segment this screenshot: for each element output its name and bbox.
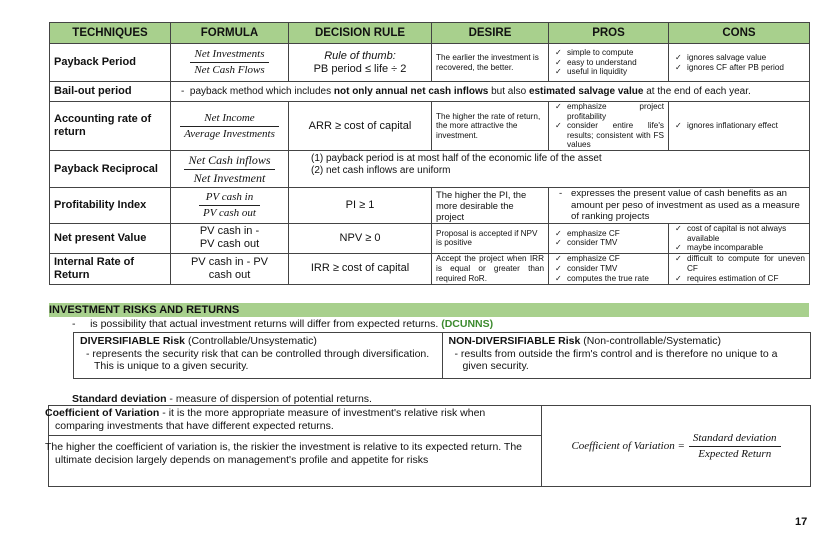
cons-cell: [669, 44, 810, 82]
pro-item: ✓ emphasize CF: [553, 254, 664, 264]
pros-cell: [549, 224, 669, 254]
reciprocal-conditions: [289, 151, 810, 188]
pi-note: - expresses the present value of cash benefits as an amount per peso of investment as used as a measure of ranking projects: [553, 188, 805, 223]
cv-text: - it is the more appropriate measure of investment's relative risk when comparing investments that have different expected returns.: [55, 407, 486, 432]
table-header-row: [50, 23, 810, 44]
col-header-pros: PROS: [549, 23, 669, 44]
non-diversifiable-paren: (Non-controllable/Systematic): [583, 335, 721, 347]
bailout-text-2: but also: [488, 85, 529, 97]
technique-name: Profitability Index: [50, 188, 171, 224]
bailout-text-3: at the end of each year.: [643, 85, 751, 97]
non-diversifiable-desc: results from outside the firm's control and is therefore no unique to a given security.: [460, 347, 778, 372]
diversifiable-desc: represents the security risk that can be controlled through diversification. This is unique to a given security.: [92, 347, 430, 372]
pros-cell: [549, 44, 669, 82]
risk-definition-text: is possibility that actual investment returns will differ from expected returns.: [90, 318, 439, 330]
pro-item: ✓ consider TMV: [553, 238, 664, 248]
risk-types-box: [73, 332, 811, 379]
bailout-text-1: payback method which includes: [189, 85, 334, 97]
coefficient-of-variation-box: [45, 405, 811, 487]
row-payback-period: [50, 44, 810, 82]
technique-name: Net present Value: [50, 224, 171, 254]
row-net-present-value: [50, 224, 810, 254]
formula-denominator: Net Investment: [193, 170, 266, 185]
formula-line: PV cash in -: [199, 225, 260, 238]
cv-formula: [542, 406, 810, 486]
con-item: ✓ ignores CF after PB period: [673, 63, 805, 73]
technique-name: Internal Rate of Return: [50, 253, 171, 284]
pro-item: ✓ emphasize project profitability: [553, 102, 664, 121]
diversifiable-title: DIVERSIFIABLE Risk: [80, 335, 186, 347]
std-dev-text: - measure of dispersion of potential returns.: [166, 393, 372, 405]
pro-item: ✓ consider entire life's results; consistent with FS values: [553, 121, 664, 150]
formula-denominator: Average Investments: [184, 127, 275, 140]
formula-fraction: [180, 112, 279, 141]
rule-text: IRR ≥ cost of capital: [289, 253, 432, 284]
col-header-desire: DESIRE: [432, 23, 549, 44]
risk-section-header: INVESTMENT RISKS AND RETURNS: [49, 303, 809, 317]
pi-note-cell: [549, 188, 810, 224]
technique-name: Payback Period: [50, 44, 171, 82]
formula-cell: [171, 44, 289, 82]
pro-item: ✓ simple to compute: [553, 48, 664, 58]
non-diversifiable-title: NON-DIVERSIFIABLE Risk: [448, 335, 581, 347]
desire-text: Proposal is accepted if NPV is positive: [432, 224, 549, 254]
con-item: ✓ cost of capital is not always available: [673, 224, 805, 243]
risk-code: (DCUNNS): [441, 318, 494, 330]
con-item: ✓ ignores inflationary effect: [673, 121, 805, 131]
row-payback-reciprocal: [50, 151, 810, 188]
formula-numerator: Net Income: [180, 112, 279, 127]
bailout-description: - payback method which includes not only annual net cash inflows but also estimated salvage value at the end of each year.: [171, 82, 810, 102]
desire-text: The higher the rate of return, the more attractive the investment.: [432, 102, 549, 151]
desire-text: Accept the project when IRR is equal or greater than required RoR.: [432, 253, 549, 284]
con-item: ✓ ignores salvage value: [673, 53, 805, 63]
pro-item: ✓ consider TMV: [553, 264, 664, 274]
formula-numerator: PV cash in: [199, 191, 260, 206]
cv-formula-denominator: Expected Return: [698, 447, 772, 460]
formula-fraction: [190, 48, 268, 77]
cv-formula-fraction: [689, 432, 781, 461]
std-dev-label: Standard deviation: [72, 393, 167, 405]
formula-numerator: Net Cash inflows: [184, 153, 274, 170]
risk-definition: - is possibility that actual investment returns will differ from expected returns. (DCUNNS): [72, 318, 494, 330]
formula-fraction: [184, 153, 274, 186]
formula-line: PV cash out: [199, 238, 260, 251]
page-number: 17: [795, 516, 808, 528]
pro-item: ✓ easy to understand: [553, 58, 664, 68]
pro-item: ✓ useful in liquidity: [553, 67, 664, 77]
pro-item: ✓ emphasize CF: [553, 229, 664, 239]
row-internal-rate-of-return: [50, 253, 810, 284]
technique-name: Accounting rate of return: [50, 102, 171, 151]
formula-fraction: [199, 191, 260, 220]
cons-cell: [669, 224, 810, 254]
non-diversifiable-risk: NON-DIVERSIFIABLE Risk (Non-controllable/Systematic) - results from outside the firm's control and is therefore no unique to a given security.: [442, 333, 811, 378]
formula-cell: [171, 102, 289, 151]
decision-rule-cell: [289, 44, 432, 82]
formula-denominator: Net Cash Flows: [194, 64, 265, 76]
capital-budgeting-table: [49, 22, 810, 285]
diversifiable-paren: (Controllable/Unsystematic): [187, 335, 317, 347]
rule-title: Rule of thumb:: [324, 49, 396, 62]
pro-item: ✓ computes the true rate: [553, 274, 664, 284]
condition-item: (2) net cash inflows are uniform: [311, 165, 451, 176]
desire-text: The higher the PI, the more desirable the project: [432, 188, 549, 224]
formula-line: PV cash in - PV: [190, 255, 269, 268]
rule-text: PI ≥ 1: [289, 188, 432, 224]
cv-label: Coefficient of Variation: [45, 407, 160, 419]
pros-cell: [549, 102, 669, 151]
formula-cell: [171, 253, 289, 284]
col-header-formula: FORMULA: [171, 23, 289, 44]
con-item: ✓ maybe incomparable: [673, 243, 805, 253]
formula-denominator: PV cash out: [203, 207, 256, 219]
rule-text: PB period ≤ life ÷ 2: [313, 62, 407, 75]
formula-cell: [171, 224, 289, 254]
formula-cell: [171, 188, 289, 224]
cv-formula-lhs: Coefficient of Variation =: [571, 440, 685, 452]
cv-definition: [45, 406, 541, 436]
con-item: ✓ requires estimation of CF: [673, 274, 805, 284]
condition-item: (1) payback period is at most half of the economic life of the asset: [311, 153, 602, 164]
cv-formula-numerator: Standard deviation: [689, 432, 781, 447]
rule-text: ARR ≥ cost of capital: [289, 102, 432, 151]
cv-note: The higher the coefficient of variation is, the riskier the investment is relative to its expected return. The ultimate decision largely depends on management's profile and appetite for risks: [45, 441, 523, 466]
technique-name: Bail-out period: [50, 82, 171, 102]
con-item: ✓ difficult to compute for uneven CF: [673, 254, 805, 273]
cons-cell: [669, 253, 810, 284]
col-header-decision-rule: DECISION RULE: [289, 23, 432, 44]
cons-cell: [669, 102, 810, 151]
formula-line: cash out: [208, 268, 251, 281]
bailout-bold-2: estimated salvage value: [528, 85, 644, 97]
row-bailout-period: [50, 82, 810, 102]
col-header-cons: CONS: [669, 23, 810, 44]
row-profitability-index: [50, 188, 810, 224]
rule-text: NPV ≥ 0: [289, 224, 432, 254]
desire-text: The earlier the investment is recovered, the better.: [432, 44, 549, 82]
formula-numerator: Net Investments: [190, 48, 268, 63]
col-header-techniques: TECHNIQUES: [50, 23, 171, 44]
row-accounting-rate-of-return: [50, 102, 810, 151]
formula-cell: [171, 151, 289, 188]
bailout-bold-1: not only annual net cash inflows: [333, 85, 489, 97]
technique-name: Payback Reciprocal: [50, 151, 171, 188]
pros-cell: [549, 253, 669, 284]
diversifiable-risk: DIVERSIFIABLE Risk (Controllable/Unsystematic) - represents the security risk that can be controlled through diversification. This is unique to a given security.: [80, 335, 430, 372]
